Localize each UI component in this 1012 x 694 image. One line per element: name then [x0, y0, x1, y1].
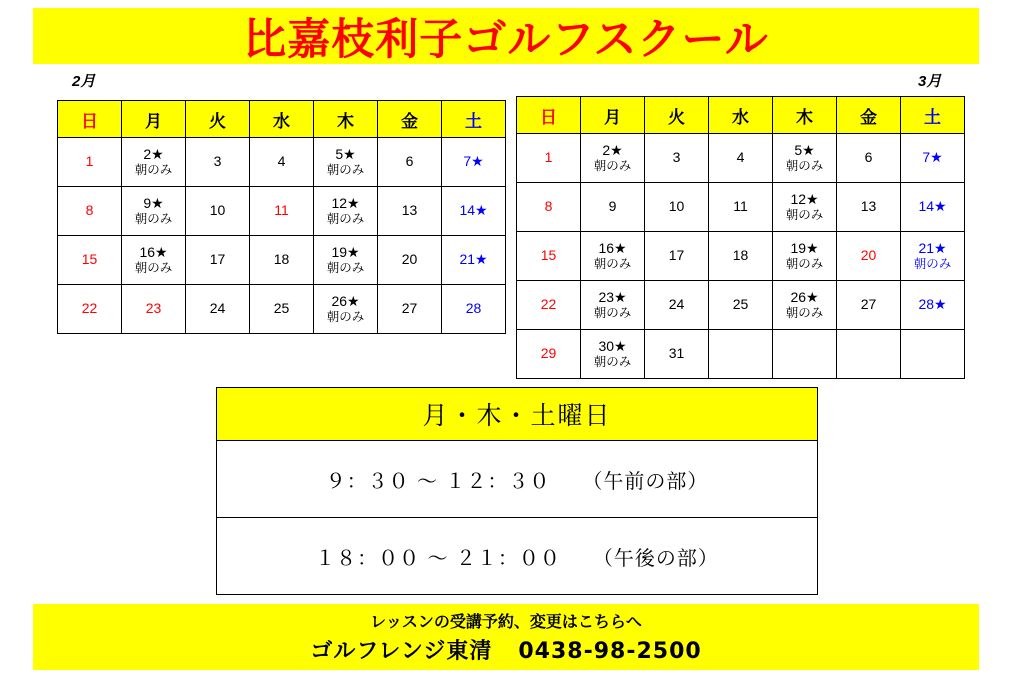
calendar-week-row	[517, 281, 965, 330]
calendar-day-number: 2★	[143, 146, 164, 163]
calendar-day-number: 19★	[790, 240, 819, 257]
calendar-day-number: 13	[860, 198, 877, 215]
calendar-cell-day	[378, 187, 442, 236]
calendar-day-number: 10	[209, 202, 226, 219]
calendar-cell-day	[58, 236, 122, 285]
weekday-header-mon: 月	[122, 101, 186, 138]
calendar-day-number: 13	[401, 202, 418, 219]
calendar-cell-day	[58, 285, 122, 334]
calendar-cell-day	[645, 232, 709, 281]
calendar-cell-day	[378, 138, 442, 187]
page-title: 比嘉枝利子ゴルフスクール	[243, 14, 769, 65]
calendar-cell-day	[901, 134, 965, 183]
calendar-cell-day	[581, 281, 645, 330]
calendar-march	[516, 96, 965, 379]
calendar-day-number: 7★	[463, 153, 484, 170]
weekday-header-fri: 金	[837, 97, 901, 134]
schedule-days-header: 月・木・土曜日	[217, 388, 817, 441]
calendar-week-row	[517, 134, 965, 183]
calendar-day-number: 15	[81, 251, 98, 268]
calendar-day-number: 12★	[331, 195, 360, 212]
calendar-cell-day	[442, 285, 506, 334]
footer-banner	[33, 604, 979, 670]
calendar-cell-day	[58, 187, 122, 236]
calendar-cell-day	[709, 281, 773, 330]
calendar-day-note: 朝のみ	[134, 162, 173, 177]
schedule-evening-row: １８：００ ～ ２１：００ （午後の部）	[217, 517, 817, 594]
calendar-cell-day	[901, 183, 965, 232]
calendar-day-number: 8	[544, 198, 553, 215]
calendar-day-number: 5★	[794, 142, 815, 159]
calendar-day-number: 19★	[331, 244, 360, 261]
calendar-day-number: 14★	[459, 202, 488, 219]
weekday-header-sun: 日	[517, 97, 581, 134]
calendar-day-number: 24	[668, 296, 685, 313]
calendar-day-number: 9★	[143, 195, 164, 212]
calendar-day-number: 10	[668, 198, 685, 215]
calendar-day-number: 7★	[922, 149, 943, 166]
calendar-cell-day	[378, 236, 442, 285]
calendar-week-row	[517, 330, 965, 379]
calendar-cell-day	[186, 236, 250, 285]
calendar-cell-day	[581, 330, 645, 379]
calendar-day-number: 8	[85, 202, 94, 219]
calendar-day-number: 26★	[331, 293, 360, 310]
weekday-header-mon: 月	[581, 97, 645, 134]
calendar-cell-day	[442, 187, 506, 236]
calendar-cell-day	[645, 183, 709, 232]
calendar-day-number: 3	[213, 153, 222, 170]
calendar-cell-day	[186, 138, 250, 187]
calendar-day-note: 朝のみ	[134, 211, 173, 226]
calendar-day-number: 22	[540, 296, 557, 313]
footer-phone-number[interactable]: 0438-98-2500	[518, 639, 702, 664]
calendar-cell-day	[581, 232, 645, 281]
calendar-day-number: 18	[273, 251, 290, 268]
calendar-day-number: 11	[733, 198, 748, 215]
calendar-day-number: 25	[273, 300, 290, 317]
calendar-day-number: 23★	[598, 289, 627, 306]
calendar-day-number: 17	[668, 247, 685, 264]
calendar-day-number: 20	[860, 247, 877, 264]
calendar-day-number: 4	[736, 149, 745, 166]
calendar-day-number: 16★	[139, 244, 168, 261]
calendar-cell-day	[314, 187, 378, 236]
calendar-day-note: 朝のみ	[593, 354, 632, 369]
calendar-cell-day	[709, 232, 773, 281]
calendar-day-number: 26★	[790, 289, 819, 306]
month-label-february: 2月	[72, 73, 96, 90]
weekday-header-tue: 火	[645, 97, 709, 134]
calendar-cell-day	[314, 236, 378, 285]
calendar-day-note: 朝のみ	[326, 162, 365, 177]
calendar-week-row	[58, 285, 506, 334]
calendar-day-number: 30★	[598, 338, 627, 355]
calendar-day-number: 16★	[598, 240, 627, 257]
calendar-day-number: 3	[672, 149, 681, 166]
calendar-day-number: 6	[864, 149, 873, 166]
calendar-day-number: 27	[860, 296, 877, 313]
calendar-day-number: 15	[540, 247, 557, 264]
calendar-cell-day	[837, 232, 901, 281]
calendar-cell-day	[250, 285, 314, 334]
footer-contact-details	[310, 634, 701, 665]
calendar-day-note: 朝のみ	[785, 256, 824, 271]
weekday-header-wed: 水	[250, 101, 314, 138]
calendar-day-number: 22	[81, 300, 98, 317]
calendar-body-february	[58, 138, 506, 334]
calendar-cell-day	[901, 232, 965, 281]
calendar-cell-day	[250, 138, 314, 187]
schedule-morning-row: ９：３０ ～ １２：３０ （午前の部）	[325, 468, 709, 493]
calendar-cell-day	[186, 187, 250, 236]
footer-shop-name: ゴルフレンジ東清	[310, 639, 493, 664]
calendar-february	[57, 100, 506, 334]
calendar-day-number: 6	[405, 153, 414, 170]
weekday-header-tue: 火	[186, 101, 250, 138]
calendar-cell-day	[581, 183, 645, 232]
calendar-cell-day	[58, 138, 122, 187]
calendar-cell-empty	[773, 330, 837, 379]
calendar-day-number: 5★	[335, 146, 356, 163]
calendar-week-row	[517, 232, 965, 281]
calendar-cell-day	[442, 236, 506, 285]
month-label-march: 3月	[918, 73, 942, 90]
calendar-day-note: 朝のみ	[785, 207, 824, 222]
footer-contact-note: レッスンの受講予約、変更はこちらへ	[370, 612, 642, 631]
calendar-day-number: 24	[209, 300, 226, 317]
calendar-week-row	[58, 236, 506, 285]
calendar-day-number: 29	[540, 345, 557, 362]
weekday-header-wed: 水	[709, 97, 773, 134]
calendar-cell-empty	[837, 330, 901, 379]
calendar-day-number: 21★	[918, 240, 947, 257]
weekday-header-thu: 木	[773, 97, 837, 134]
calendar-cell-day	[517, 134, 581, 183]
calendar-cell-empty	[901, 330, 965, 379]
calendar-day-number: 31	[668, 345, 685, 362]
calendar-cell-day	[122, 236, 186, 285]
calendar-day-note: 朝のみ	[326, 260, 365, 275]
calendar-day-note: 朝のみ	[785, 158, 824, 173]
calendar-day-number: 1	[85, 153, 94, 170]
calendar-day-number: 28	[465, 300, 482, 317]
calendar-day-number: 2★	[602, 142, 623, 159]
calendar-cell-day	[122, 138, 186, 187]
calendar-cell-day	[709, 183, 773, 232]
calendar-day-note: 朝のみ	[913, 256, 952, 271]
calendar-cell-day	[378, 285, 442, 334]
calendar-week-row	[517, 183, 965, 232]
calendar-day-number: 4	[277, 153, 286, 170]
weekday-header-thu: 木	[314, 101, 378, 138]
title-banner	[33, 8, 979, 64]
calendar-cell-day	[837, 183, 901, 232]
weekday-header-sat: 土	[901, 97, 965, 134]
calendar-cell-day	[773, 281, 837, 330]
calendar-day-number: 20	[401, 251, 418, 268]
calendar-cell-day	[645, 330, 709, 379]
schedule-box	[216, 387, 818, 595]
calendar-cell-day	[773, 134, 837, 183]
calendar-cell-day	[645, 134, 709, 183]
calendar-cell-day	[517, 183, 581, 232]
calendar-cell-day	[186, 285, 250, 334]
calendar-day-number: 28★	[918, 296, 947, 313]
calendar-cell-day	[442, 138, 506, 187]
calendar-day-number: 21★	[459, 251, 488, 268]
calendar-cell-day	[517, 232, 581, 281]
calendar-body-march	[517, 134, 965, 379]
calendar-day-number: 27	[401, 300, 418, 317]
calendar-day-number: 23	[145, 300, 162, 317]
calendar-day-number: 18	[732, 247, 749, 264]
weekday-header-sat: 土	[442, 101, 506, 138]
calendar-day-number: 12★	[790, 191, 819, 208]
calendar-cell-day	[122, 187, 186, 236]
calendar-cell-day	[250, 187, 314, 236]
calendar-day-note: 朝のみ	[593, 256, 632, 271]
calendar-week-row	[58, 187, 506, 236]
calendar-cell-day	[837, 134, 901, 183]
calendar-day-note: 朝のみ	[785, 305, 824, 320]
calendar-cell-day	[645, 281, 709, 330]
calendar-cell-day	[901, 281, 965, 330]
calendar-cell-day	[314, 285, 378, 334]
calendar-cell-empty	[709, 330, 773, 379]
calendar-cell-day	[314, 138, 378, 187]
weekday-header-fri: 金	[378, 101, 442, 138]
calendar-header-row	[517, 97, 965, 134]
calendar-cell-day	[517, 281, 581, 330]
weekday-header-sun: 日	[58, 101, 122, 138]
calendar-day-number: 1	[544, 149, 553, 166]
calendar-day-note: 朝のみ	[593, 305, 632, 320]
calendar-day-number: 25	[732, 296, 749, 313]
calendar-cell-day	[517, 330, 581, 379]
calendar-day-number: 17	[209, 251, 226, 268]
calendar-cell-day	[709, 134, 773, 183]
calendar-day-number: 14★	[918, 198, 947, 215]
calendar-day-number: 9	[608, 198, 617, 215]
calendar-cell-day	[581, 134, 645, 183]
calendar-week-row	[58, 138, 506, 187]
calendar-day-note: 朝のみ	[326, 211, 365, 226]
calendar-cell-day	[250, 236, 314, 285]
calendar-cell-day	[773, 232, 837, 281]
calendar-day-note: 朝のみ	[134, 260, 173, 275]
calendar-day-number: 11	[274, 202, 289, 219]
calendar-cell-day	[837, 281, 901, 330]
calendar-cell-day	[122, 285, 186, 334]
calendar-day-note: 朝のみ	[326, 309, 365, 324]
calendar-cell-day	[773, 183, 837, 232]
calendar-header-row	[58, 101, 506, 138]
calendar-day-note: 朝のみ	[593, 158, 632, 173]
